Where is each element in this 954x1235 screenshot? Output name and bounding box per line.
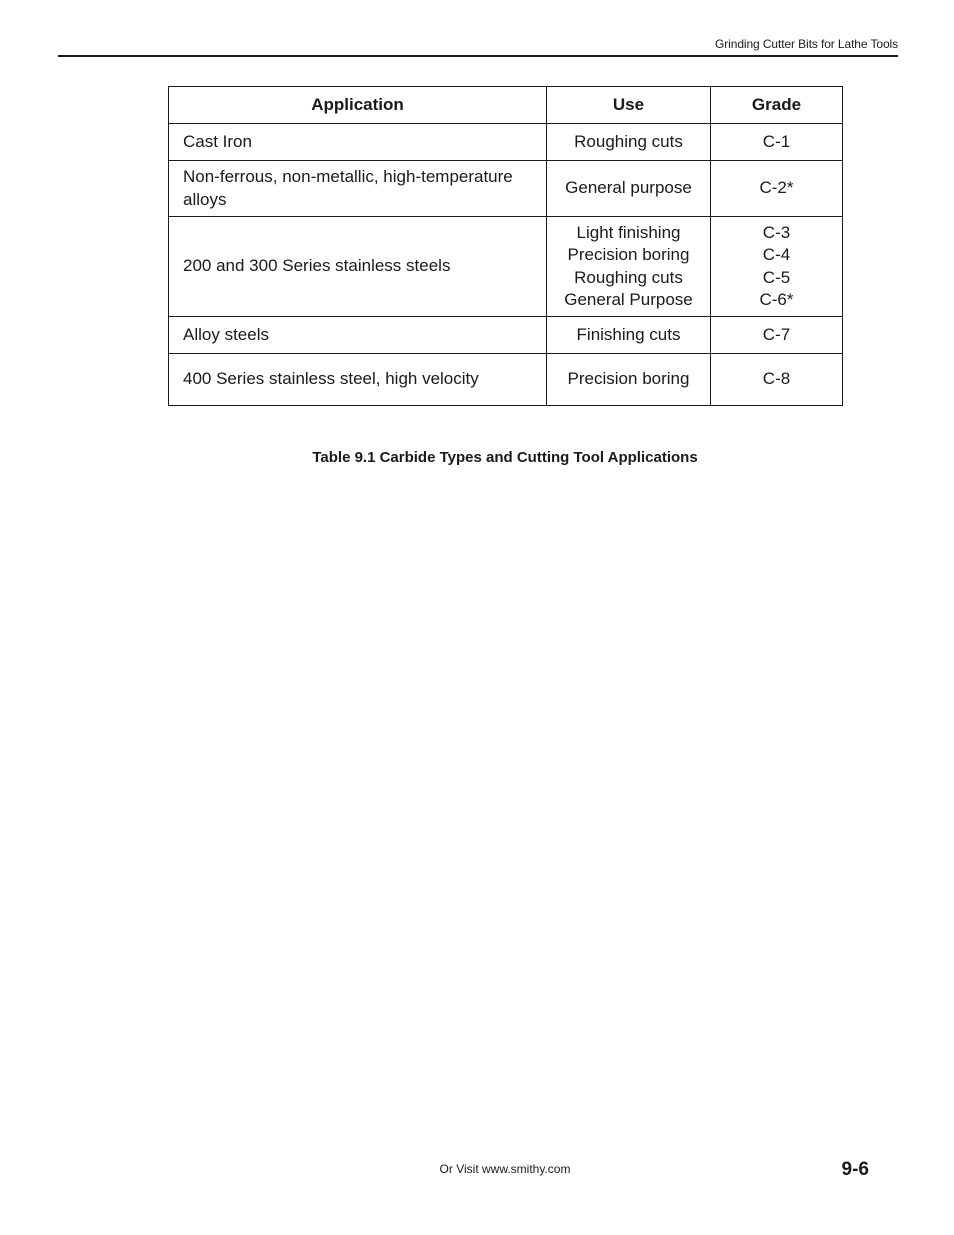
application-text: 400 Series stainless steel, high velocity (183, 369, 479, 389)
application-cell (169, 161, 547, 217)
grade-text: C-2* (759, 178, 794, 198)
header-rule (58, 55, 898, 57)
table-row (169, 217, 843, 317)
column-header-application: Application (169, 87, 547, 124)
grade-cell (711, 124, 843, 161)
carbide-types-table (168, 86, 843, 406)
column-header-use: Use (547, 87, 711, 124)
grade-text: C-4 (762, 245, 791, 264)
use-text: General purpose (565, 178, 692, 198)
use-text: Precision boring (567, 369, 690, 389)
application-text: 200 and 300 Series stainless steels (183, 256, 451, 276)
application-cell (169, 217, 547, 317)
use-text: Precision boring (567, 245, 690, 264)
application-text: Alloy steels (183, 324, 269, 344)
column-header-grade: Grade (711, 87, 843, 124)
grade-text: C-5 (762, 267, 791, 287)
use-cell (547, 317, 711, 354)
use-text: Roughing cuts (574, 267, 683, 287)
grade-cell (711, 354, 843, 406)
table-row (169, 124, 843, 161)
grade-text: C-1 (762, 131, 791, 151)
use-text: Roughing cuts (574, 131, 683, 151)
table-row (169, 354, 843, 406)
application-cell (169, 317, 547, 354)
application-text: alloys (183, 189, 227, 209)
application-text: Non-ferrous, non-metallic, high-temperature (183, 167, 513, 186)
table-row (169, 161, 843, 217)
grade-text: C-6* (759, 290, 794, 309)
grade-cell (711, 317, 843, 354)
grade-text: C-3 (762, 222, 791, 242)
running-header: Grinding Cutter Bits for Lathe Tools (715, 37, 898, 51)
use-cell (547, 161, 711, 217)
use-cell (547, 354, 711, 406)
application-cell (169, 124, 547, 161)
use-text: General Purpose (564, 290, 693, 309)
footer-website-link[interactable]: Or Visit www.smithy.com (439, 1162, 571, 1176)
page-number: 9-6 (841, 1159, 869, 1180)
grade-cell (711, 217, 843, 317)
table-row (169, 317, 843, 354)
use-cell (547, 124, 711, 161)
grade-text: C-8 (762, 369, 791, 389)
grade-cell (711, 161, 843, 217)
table-header-row (169, 87, 843, 124)
use-text: Finishing cuts (576, 324, 681, 344)
grade-text: C-7 (762, 324, 791, 344)
use-cell (547, 217, 711, 317)
table-caption: Table 9.1 Carbide Types and Cutting Tool Applications (312, 449, 698, 466)
application-cell (169, 354, 547, 406)
application-text: Cast Iron (183, 131, 252, 151)
use-text: Light finishing (576, 222, 681, 242)
